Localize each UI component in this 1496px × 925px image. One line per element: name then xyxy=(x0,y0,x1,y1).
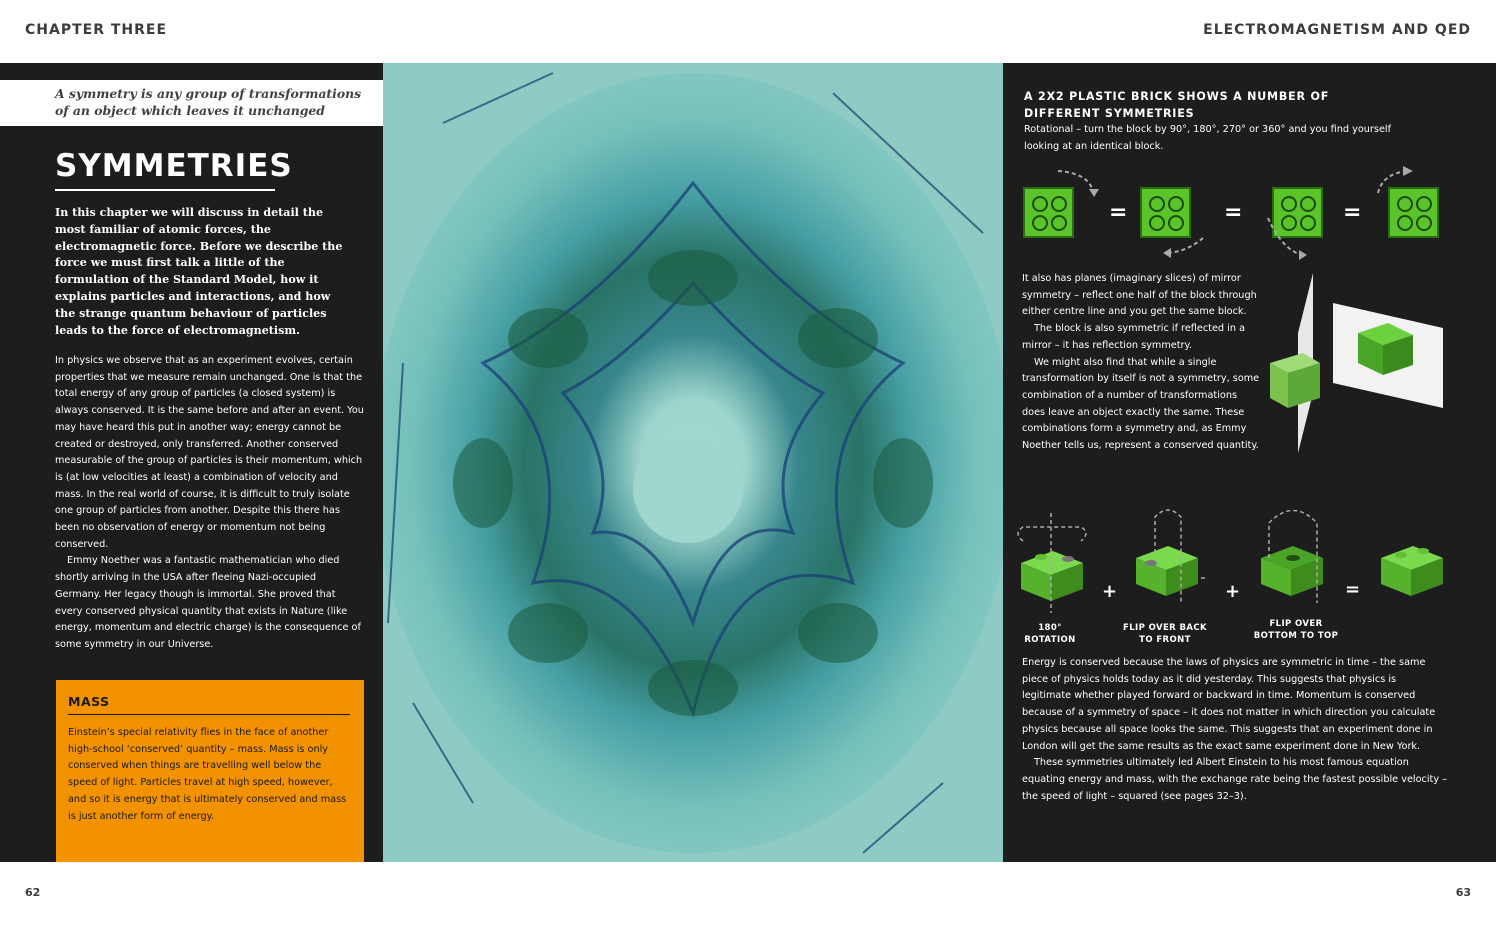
mirror-symmetry-text xyxy=(1022,271,1262,455)
label-flip-back-line-2: TO FRONT xyxy=(1139,635,1191,645)
page-number-left: 62 xyxy=(25,886,41,899)
label-180-line-1: 180° xyxy=(1038,623,1062,633)
label-flip-bottom-top xyxy=(1246,618,1346,642)
pull-quote xyxy=(0,80,383,126)
plus-sign-2: + xyxy=(1225,581,1241,602)
plus-sign-1: + xyxy=(1102,581,1118,602)
mirror-plane-illustration xyxy=(1258,263,1448,453)
brick-heading: A 2X2 PLASTIC BRICK SHOWS A NUMBER OF DIFFERENT SYMMETRIES xyxy=(1024,90,1330,120)
label-flip-bottom-line-1: FLIP OVER xyxy=(1269,619,1323,629)
right-panel xyxy=(1003,63,1496,862)
page-number-right: 63 xyxy=(1455,886,1471,899)
pull-quote-line-1: A symmetry is any group of transformations xyxy=(55,86,362,101)
page-header xyxy=(0,0,1496,63)
mass-divider xyxy=(68,714,350,715)
fractal-symmetry-image xyxy=(383,63,1003,862)
energy-paragraph-1: Energy is conserved because the laws of physics are symmetric in time – the same piece of physics holds today as it did yesterday. This suggests that physics is legitimate whether played forward or backward in time. Momentum is conserved because of a symmetry of space – it does not matter in which direction you calculate physics because all space looks the same. This suggests that an experiment done in London will get the same results as the exact same experiment done in New York. xyxy=(1022,657,1436,752)
fractal-illustration xyxy=(383,63,1003,862)
label-180-rotation xyxy=(1015,622,1085,646)
energy-paragraph-2: These symmetries ultimately led Albert Einstein to his most famous equation equating energy and mass, with the exchange rate being the fastest possible velocity – the speed of light – squared (see pages 32–3). xyxy=(1022,757,1448,802)
equals-sign-1: = xyxy=(1109,200,1128,225)
chapter-label: CHAPTER THREE xyxy=(25,22,168,38)
pull-quote-line-2: of an object which leaves it unchanged xyxy=(55,103,325,118)
equals-sign-2: = xyxy=(1224,200,1243,225)
label-flip-bottom-line-2: BOTTOM TO TOP xyxy=(1253,631,1339,641)
rotation-arrows xyxy=(1003,163,1496,263)
body-paragraph-2: Emmy Noether was a fantastic mathematician who died shortly arriving in the USA after fleeing Nazi-occupied Germany. Her legacy though is immortal. She proved that every conserved physical quantity that exists in Nature (like energy, momentum and electric charge) is the consequence of some symmetry in our Universe. xyxy=(55,555,361,650)
label-180-line-2: ROTATION xyxy=(1024,635,1076,645)
title-underline xyxy=(55,189,275,191)
mass-sidebar-box xyxy=(56,680,364,862)
rotational-text: Rotational – turn the block by 90°, 180°, 270° or 360° and you find yourself looking at an identical block. xyxy=(1024,124,1392,152)
mirror-paragraph-2: The block is also symmetric if reflected in a mirror – it has reflection symmetry. xyxy=(1022,323,1246,351)
mirror-paragraph-1: It also has planes (imaginary slices) of mirror symmetry – reflect one half of the block through either centre line and you get the same block. xyxy=(1022,273,1257,318)
intro-paragraph: In this chapter we will discuss in detail the most familiar of atomic forces, the electromagnetic force. Before we describe the force we must first talk a little of the formulation of the Standard Model, how it explains particles and interactions, and how the strange quantum behaviour of particles leads to the force of electromagnetism. xyxy=(55,206,343,337)
mirror-paragraph-3: We might also find that while a single transformation by itself is not a symmetry, some combination of a number of transformations does leave an object exactly the same. These combinations form a symmetry and, as Emmy Noether tells us, represent a conserved quantity. xyxy=(1022,356,1260,452)
left-panel xyxy=(0,63,383,862)
section-label: ELECTROMAGNETISM AND QED xyxy=(1203,22,1471,38)
label-flip-back-line-1: FLIP OVER BACK xyxy=(1123,623,1207,633)
page-footer xyxy=(0,862,1496,925)
body-text xyxy=(55,353,365,654)
energy-conservation-text xyxy=(1022,655,1447,805)
mass-title: MASS xyxy=(68,694,110,709)
equals-sign-3: = xyxy=(1343,200,1362,225)
mass-body: Einstein’s special relativity flies in the face of another high-school ‘conserved’ quantity – mass. Mass is only conserved when things are travelling well below the speed of light. Particles travel at high speed, however, and so it is energy that is ultimately conserved and mass is just another form of energy. xyxy=(68,727,347,822)
body-paragraph-1: In physics we observe that as an experiment evolves, certain properties that we measure remain unchanged. One is that the total energy of any group of particles (a closed system) is always conserved. It is the same before and after an event. You may have heard this put in another way; energy cannot be created or destroyed, only transferred. Another conserved measurable of the group of particles is their momentum, which is (at low velocities at least) a combination of velocity and mass. In the real world of course, it is difficult to truly isolate one group of particles from another. Despite this there has been no observation of energy or momentum not being conserved. xyxy=(55,355,364,550)
equals-sign-4: = xyxy=(1345,579,1361,600)
page-title: SYMMETRIES xyxy=(55,148,293,184)
label-flip-back-front xyxy=(1115,622,1215,646)
